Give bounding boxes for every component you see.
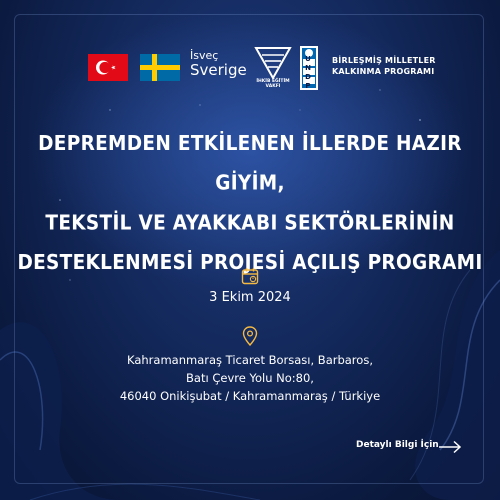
event-title-line-2: TEKSTİL VE AYAKKABI SEKTÖRLERİNİN — [45, 211, 455, 235]
undp-letter-p: P — [305, 82, 311, 90]
sweden-flag-icon — [140, 54, 180, 81]
arrow-right-icon[interactable] — [438, 440, 462, 454]
event-address — [0, 351, 500, 405]
undp-label — [332, 56, 436, 78]
event-address-line-2: Batı Çevre Yolu No:80, — [186, 371, 314, 385]
event-date: 3 Ekim 2024 — [209, 290, 291, 305]
event-title-line-3: DESTEKLENMESİ PROJESİ AÇILIŞ PROGRAMI — [17, 251, 483, 275]
undp-letter-n: N — [305, 64, 311, 72]
ihkib-foundation-label: İHKİB EĞİTİM VAKFI — [256, 79, 290, 89]
more-info-link[interactable]: Detaylı Bilgi İçin — [356, 440, 439, 450]
event-address-line-1: Kahramanmaraş Ticaret Borsası, Barbaros, — [127, 353, 373, 367]
undp-letters — [302, 51, 322, 91]
sweden-logo-text — [190, 50, 247, 78]
partner-logos — [0, 44, 500, 94]
sweden-small-label: İsveç — [190, 49, 219, 62]
turkey-flag-icon — [88, 54, 128, 81]
location-pin-icon — [242, 326, 258, 346]
event-address-line-3: 46040 Onikişubat / Kahramanmaraş / Türkiye — [119, 389, 381, 403]
undp-letter-d: D — [305, 73, 311, 81]
event-title-line-1: DEPREMDEN ETKİLENEN İLLERDE HAZIR GİYİM, — [38, 132, 462, 196]
calendar-icon — [241, 267, 259, 285]
undp-letter-u: U — [305, 55, 311, 63]
undp-label-line-2: KALKINMA PROGRAMI — [332, 66, 435, 76]
undp-label-line-1: BİRLEŞMİŞ MİLLETLER — [332, 56, 436, 65]
sweden-big-label: Sverige — [190, 61, 247, 79]
event-title — [0, 125, 500, 283]
